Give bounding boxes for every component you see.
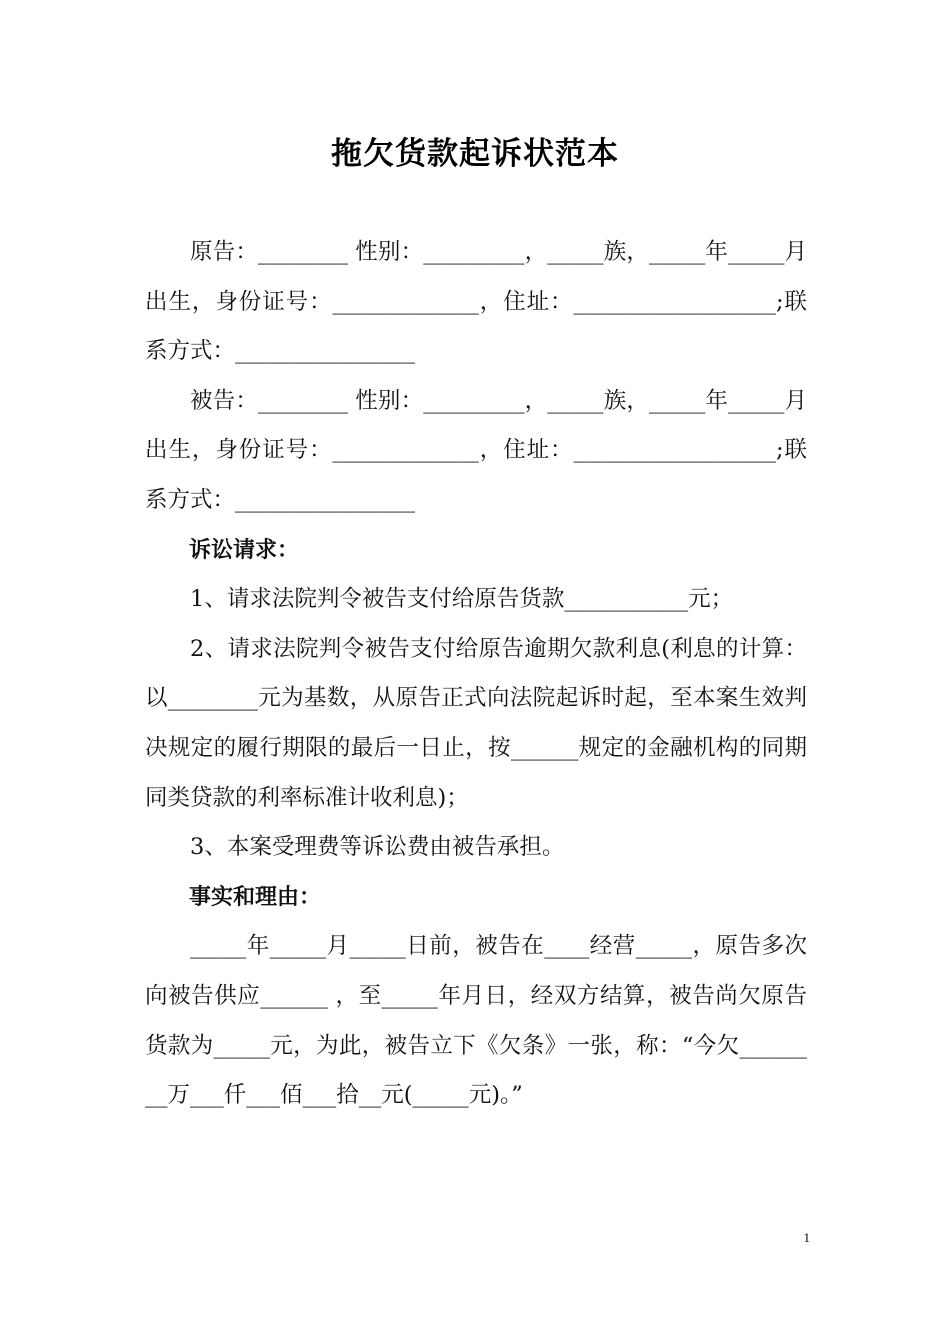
claim-item-1: 1、请求法院判令被告支付给原告货款___________元； — [190, 586, 734, 613]
claim-item-2: 2、请求法院判令被告支付给原告逾期欠款利息(利息的计算：以________元为基数，从原告正式向法院起诉时起，至本案生效判决规定的履行期限的最后一日止，按______规定的金融机构的同期同类贷款的利率标准计收利息)； — [145, 635, 807, 811]
document-body — [145, 228, 807, 1121]
defendant-paragraph: 被告：________ 性别：_________，_____族，_____年_____月出生，身份证号：_____________，住址：__________________;联系方式：________________ — [145, 387, 807, 513]
claim-item-3: 3、本案受理费等诉讼费由被告承担。 — [190, 834, 565, 861]
facts-heading: 事实和理由： — [189, 884, 322, 910]
page-number: 1 — [803, 1230, 810, 1245]
plaintiff-paragraph: 原告：________ 性别：_________，_____族，_____年_____月出生，身份证号：_____________，住址：__________________;联系方式：________________ — [145, 239, 807, 365]
document-title: 拖欠货款起诉状范本 — [331, 136, 619, 172]
claims-heading: 诉讼请求： — [189, 537, 300, 563]
facts-paragraph: _____年_____月_____日前，被告在____经营_____，原告多次向被告供应______ ，至_____年月日，经双方结算，被告尚欠原告货款为_____元，为此，被告立下《欠条》一张，称：“今欠________万___仟___佰___拾__元(_____元)。” — [145, 933, 807, 1109]
